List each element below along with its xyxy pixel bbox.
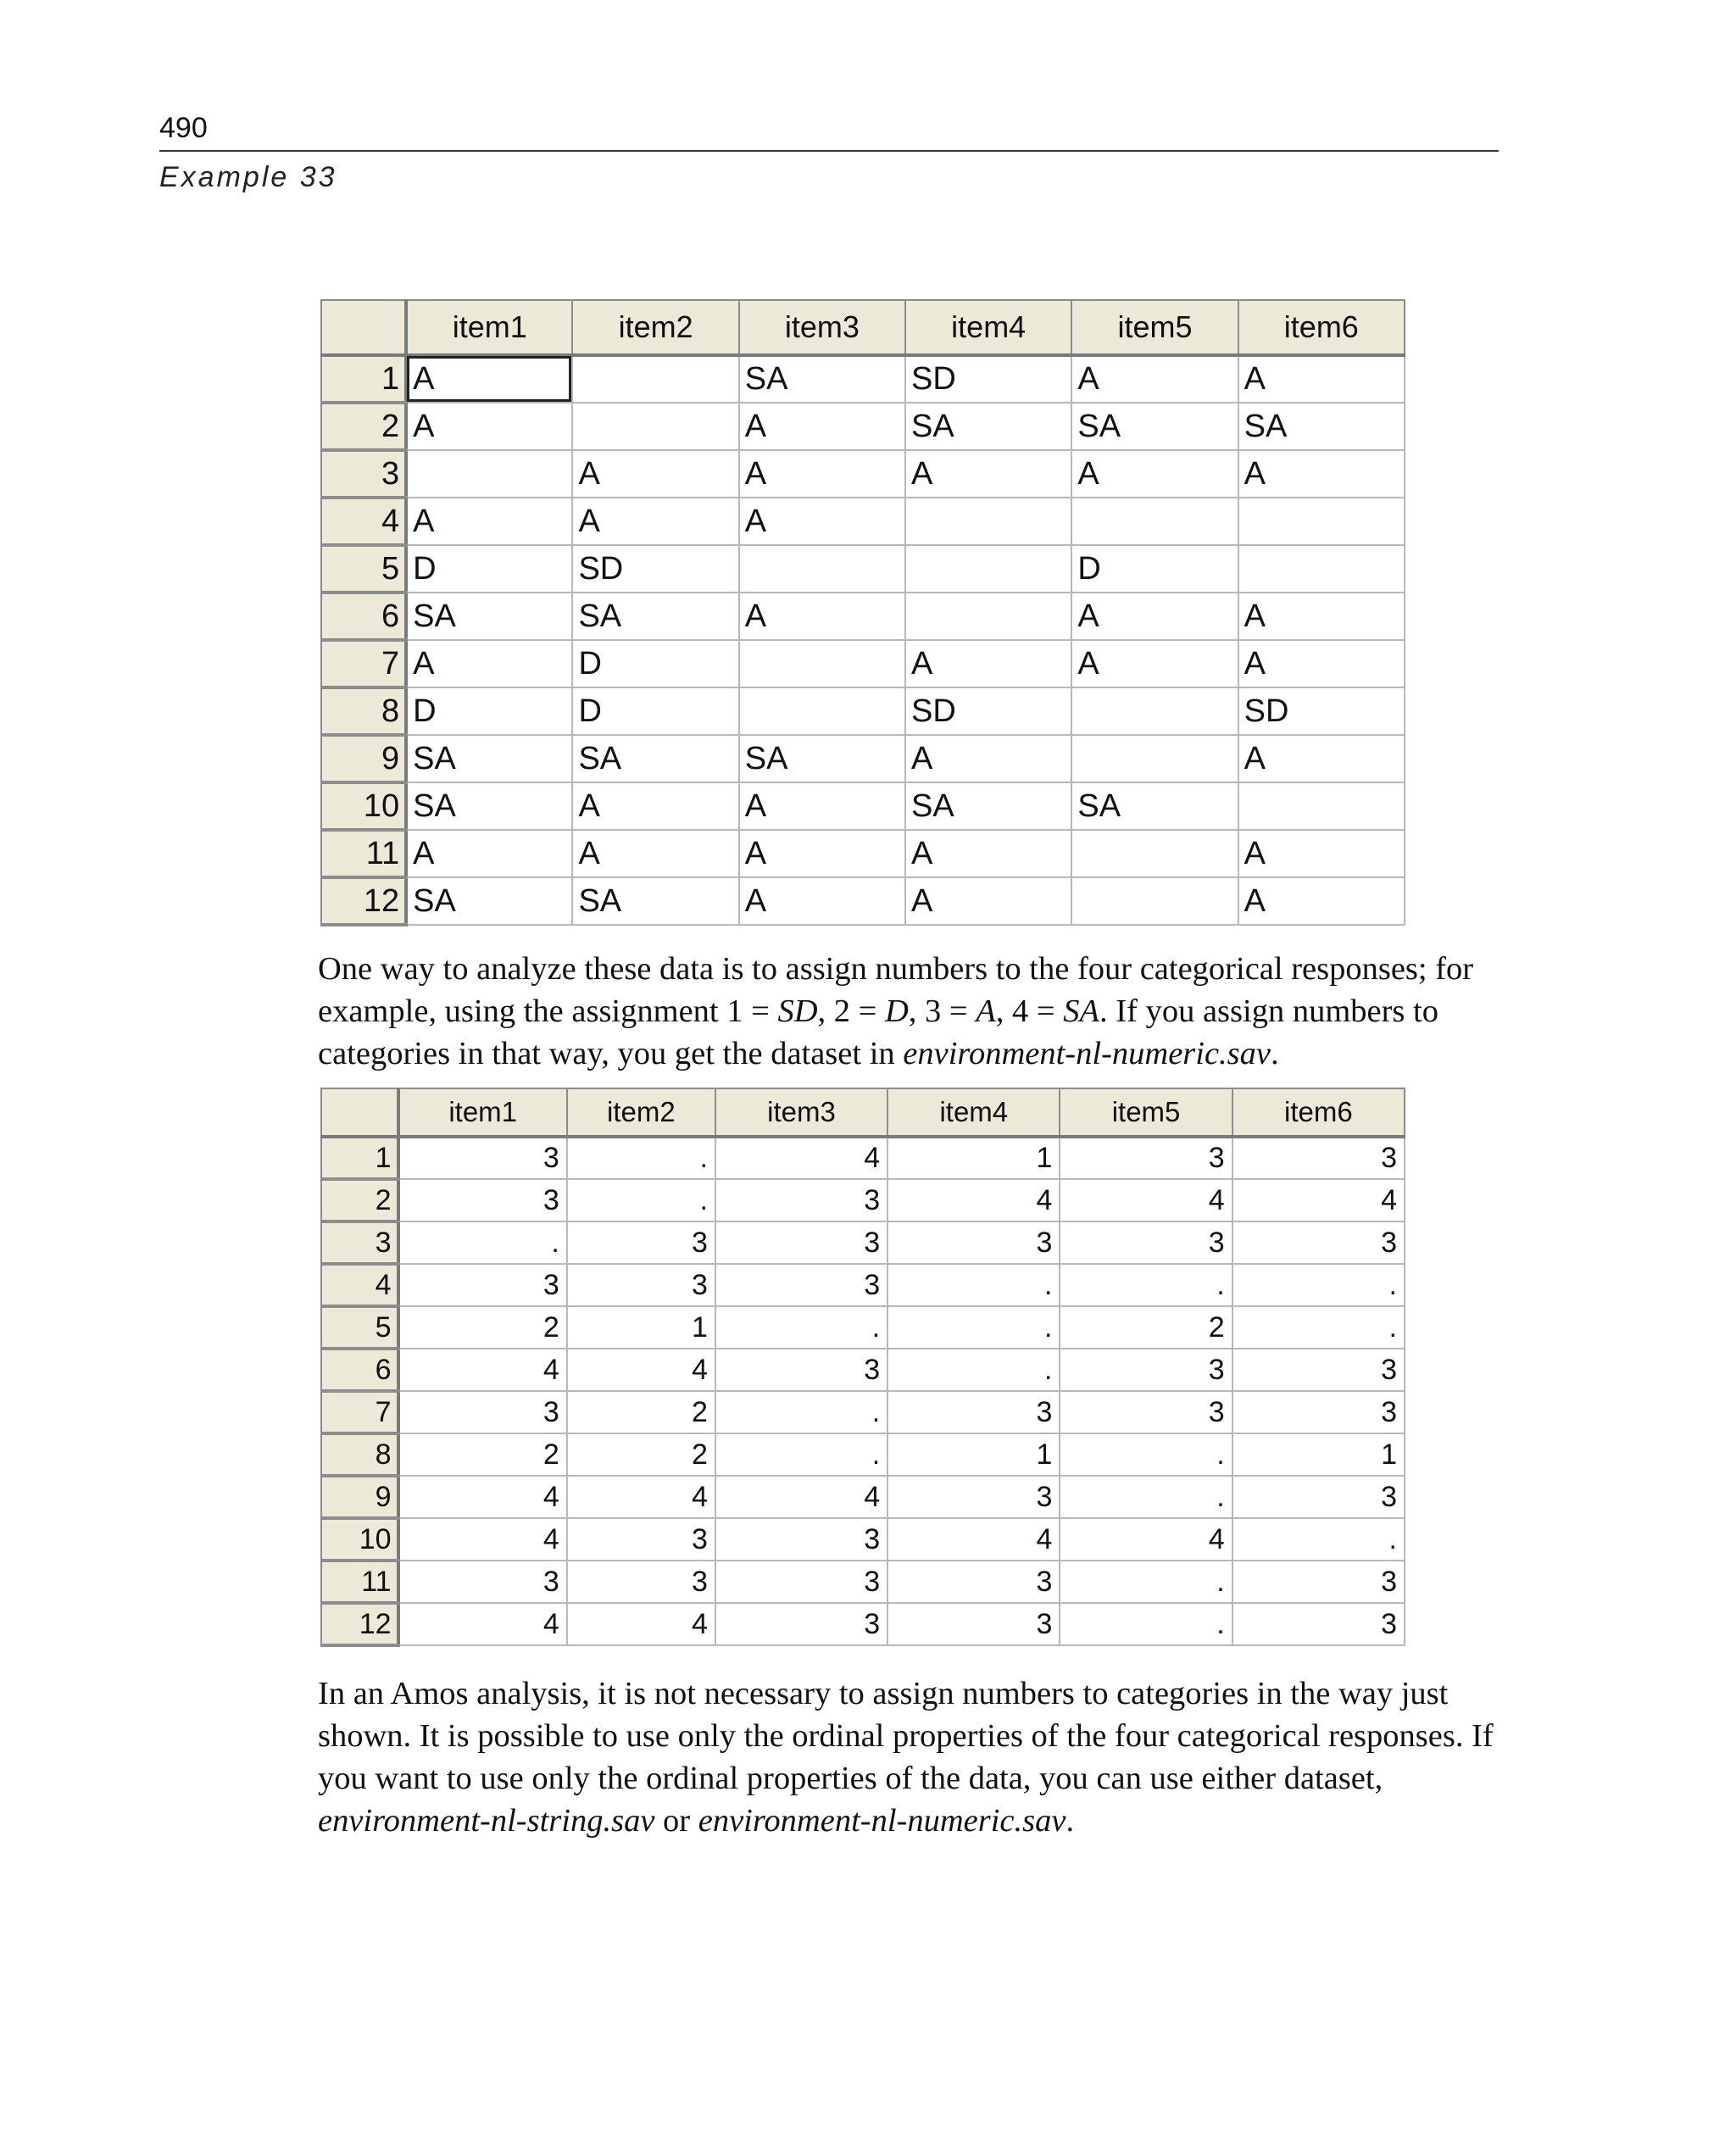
table-row [321,545,1405,593]
row-number[interactable]: 8 [321,1433,398,1476]
row-number[interactable]: 2 [321,1179,398,1221]
row-number[interactable]: 6 [321,1349,398,1391]
data-cell[interactable]: SA [406,735,572,782]
data-cell[interactable]: 4 [887,1179,1060,1221]
data-cell[interactable] [905,498,1071,545]
table-row [321,735,1405,782]
paragraph-ordinal-properties [318,1672,1505,1842]
row-number[interactable]: 12 [321,877,406,925]
data-cell[interactable]: SA [739,355,905,403]
column-header-row [321,300,1405,355]
grid-corner[interactable] [321,300,406,355]
data-cell[interactable]: . [1060,1476,1232,1518]
table-row [321,1221,1405,1264]
data-cell[interactable] [572,403,738,450]
data-cell[interactable]: 2 [1060,1306,1232,1349]
text-d: D [884,993,909,1029]
file-name: environment-nl-string.sav [318,1803,655,1839]
data-cell[interactable]: . [887,1264,1060,1306]
data-cell[interactable]: SD [1238,687,1405,735]
data-cell[interactable]: . [1060,1561,1232,1603]
data-cell[interactable]: A [739,877,905,925]
table-row [321,1518,1405,1561]
text: , 2 = [817,993,885,1029]
data-cell[interactable]: 4 [398,1518,567,1561]
data-cell[interactable] [739,640,905,687]
data-cell[interactable]: 3 [715,1179,887,1221]
table-row [321,498,1405,545]
data-cell[interactable]: 4 [398,1476,567,1518]
data-cell[interactable]: 2 [398,1306,567,1349]
row-number[interactable]: 10 [321,782,406,830]
header-rule [159,150,1499,152]
data-cell[interactable]: 4 [398,1349,567,1391]
data-cell[interactable]: 3 [715,1221,887,1264]
text: or [654,1803,698,1839]
data-cell[interactable]: 3 [1060,1221,1232,1264]
data-cell[interactable]: 4 [567,1349,715,1391]
table-row [321,782,1405,830]
row-number[interactable]: 4 [321,498,406,545]
data-cell[interactable]: . [715,1306,887,1349]
data-cell[interactable]: A [406,355,572,403]
text-sd: SD [777,993,818,1029]
data-cell[interactable] [1071,687,1238,735]
text-sa: SA [1063,993,1100,1029]
data-cell[interactable]: . [887,1349,1060,1391]
data-cell[interactable]: A [739,498,905,545]
data-cell[interactable]: 2 [398,1433,567,1476]
data-cell[interactable]: 2 [567,1391,715,1433]
column-header[interactable]: item1 [406,300,572,355]
data-cell[interactable]: . [1060,1433,1232,1476]
page-number: 490 [159,112,208,144]
data-cell[interactable]: 3 [1232,1137,1405,1179]
data-cell[interactable]: A [905,830,1071,877]
data-cell[interactable]: SA [905,403,1071,450]
data-cell[interactable]: 3 [715,1264,887,1306]
data-cell[interactable]: D [406,545,572,593]
data-cell[interactable]: . [567,1179,715,1221]
text: . [1066,1803,1075,1839]
data-cell[interactable]: D [406,687,572,735]
data-cell[interactable]: A [739,450,905,498]
data-cell[interactable] [1071,735,1238,782]
data-cell[interactable]: A [406,498,572,545]
text-a: A [976,993,996,1029]
data-cell[interactable]: 1 [1232,1433,1405,1476]
data-cell[interactable] [1238,545,1405,593]
row-number[interactable]: 10 [321,1518,398,1561]
row-number[interactable]: 7 [321,640,406,687]
data-cell[interactable]: 4 [887,1518,1060,1561]
data-cell[interactable]: 2 [567,1433,715,1476]
data-cell[interactable]: A [905,640,1071,687]
data-cell[interactable]: 3 [398,1137,567,1179]
data-cell[interactable]: . [1232,1264,1405,1306]
data-cell[interactable]: 3 [398,1391,567,1433]
table-row [321,355,1405,403]
table-row [321,593,1405,640]
text: , 3 = [908,993,976,1029]
numeric-data-grid [320,1088,1405,1647]
data-cell[interactable] [1071,498,1238,545]
row-number[interactable]: 8 [321,687,406,735]
row-number[interactable]: 11 [321,830,406,877]
column-header[interactable]: item1 [398,1088,567,1137]
data-cell[interactable]: A [1238,830,1405,877]
data-cell[interactable]: 3 [567,1264,715,1306]
data-cell[interactable]: 4 [567,1476,715,1518]
data-cell[interactable]: . [1060,1264,1232,1306]
data-cell[interactable]: 3 [887,1561,1060,1603]
row-number[interactable]: 9 [321,1476,398,1518]
table-row [321,1476,1405,1518]
data-cell[interactable]: A [572,450,738,498]
column-header[interactable]: item5 [1071,300,1238,355]
data-cell[interactable]: 3 [567,1518,715,1561]
data-cell[interactable]: SA [406,593,572,640]
data-cell[interactable]: 3 [1232,1603,1405,1645]
data-cell[interactable]: . [1060,1603,1232,1645]
data-cell[interactable]: 3 [1232,1391,1405,1433]
data-cell[interactable]: SA [1071,782,1238,830]
table-row [321,1137,1405,1179]
data-cell[interactable]: 3 [715,1349,887,1391]
data-cell[interactable]: 3 [1232,1221,1405,1264]
table-row [321,403,1405,450]
row-number[interactable]: 6 [321,593,406,640]
row-number[interactable]: 11 [321,1561,398,1603]
data-cell[interactable]: SA [1238,403,1405,450]
data-cell[interactable]: SA [572,593,738,640]
data-cell[interactable] [1238,498,1405,545]
data-cell[interactable]: A [1238,593,1405,640]
data-cell[interactable]: A [905,877,1071,925]
table-row [321,1433,1405,1476]
data-cell[interactable]: 1 [887,1137,1060,1179]
data-cell[interactable]: 4 [398,1603,567,1645]
table-row [321,1264,1405,1306]
data-cell[interactable]: 3 [398,1264,567,1306]
column-header[interactable]: item3 [739,300,905,355]
data-cell[interactable]: A [1071,355,1238,403]
row-number[interactable]: 3 [321,1221,398,1264]
data-cell[interactable] [1071,877,1238,925]
data-cell[interactable] [1238,782,1405,830]
table-row [321,640,1405,687]
row-number[interactable]: 5 [321,545,406,593]
data-cell[interactable]: . [715,1433,887,1476]
text: , 4 = [995,993,1064,1029]
data-cell[interactable]: A [905,735,1071,782]
row-number[interactable]: 5 [321,1306,398,1349]
data-cell[interactable] [905,545,1071,593]
data-cell[interactable]: 3 [1232,1561,1405,1603]
data-cell[interactable]: SA [1071,403,1238,450]
data-cell[interactable]: A [1071,640,1238,687]
file-name: environment-nl-numeric.sav [698,1803,1066,1839]
column-header[interactable]: item4 [887,1088,1060,1137]
row-number[interactable]: 1 [321,1137,398,1179]
running-head: Example 33 [159,161,337,193]
data-cell[interactable] [739,687,905,735]
table-row [321,877,1405,925]
data-cell[interactable]: 3 [887,1221,1060,1264]
column-header[interactable]: item6 [1232,1088,1405,1137]
column-header-row [321,1088,1405,1137]
table-row [321,450,1405,498]
data-cell[interactable]: 3 [715,1603,887,1645]
paragraph-numeric-assignment [318,948,1505,1075]
data-cell[interactable]: SA [572,735,738,782]
data-cell[interactable]: 3 [1232,1476,1405,1518]
data-cell[interactable]: SA [406,782,572,830]
column-header[interactable]: item6 [1238,300,1405,355]
row-number[interactable]: 3 [321,450,406,498]
data-cell[interactable]: A [1238,735,1405,782]
data-cell[interactable]: 3 [887,1391,1060,1433]
data-cell[interactable] [739,545,905,593]
column-header[interactable]: item2 [567,1088,715,1137]
data-cell[interactable]: . [567,1137,715,1179]
data-cell[interactable]: D [572,640,738,687]
column-header[interactable]: item5 [1060,1088,1232,1137]
column-header[interactable]: item4 [905,300,1071,355]
data-cell[interactable]: SA [406,877,572,925]
row-number[interactable]: 9 [321,735,406,782]
data-cell[interactable]: A [406,640,572,687]
data-cell[interactable]: A [1238,355,1405,403]
data-cell[interactable]: 3 [567,1221,715,1264]
data-cell[interactable]: 3 [887,1476,1060,1518]
data-cell[interactable]: A [739,593,905,640]
data-cell[interactable]: 3 [1060,1391,1232,1433]
grid-corner[interactable] [321,1088,398,1137]
table-row [321,1306,1405,1349]
data-cell[interactable]: A [739,830,905,877]
data-cell[interactable]: 1 [567,1306,715,1349]
data-cell[interactable]: A [572,498,738,545]
string-data-grid [320,299,1405,926]
data-cell[interactable]: . [715,1391,887,1433]
data-cell[interactable]: A [739,403,905,450]
data-cell[interactable]: 4 [1060,1179,1232,1221]
data-cell[interactable]: SD [572,545,738,593]
column-header[interactable]: item3 [715,1088,887,1137]
data-cell[interactable]: A [1071,450,1238,498]
data-cell[interactable]: 4 [1060,1518,1232,1561]
data-cell[interactable]: 3 [1232,1349,1405,1391]
data-cell[interactable]: SD [905,355,1071,403]
data-cell[interactable]: SA [739,735,905,782]
data-cell[interactable]: . [1232,1518,1405,1561]
data-cell[interactable]: 4 [715,1476,887,1518]
row-number[interactable]: 1 [321,355,406,403]
data-cell[interactable]: . [398,1221,567,1264]
data-cell[interactable]: SD [905,687,1071,735]
text: . [1271,1036,1279,1071]
data-cell[interactable]: A [1238,877,1405,925]
data-cell[interactable]: 3 [887,1603,1060,1645]
text: In an Amos analysis, it is not necessary to assign numbers to categories in the way just shown. It is possible to use only the ordinal properties of the four categorical responses. If you want to use only the ordinal properties of the data, you can use either dataset, [318,1676,1494,1796]
table-row [321,1561,1405,1603]
data-cell[interactable]: 3 [715,1561,887,1603]
row-number[interactable]: 12 [321,1603,398,1645]
data-cell[interactable]: 4 [567,1603,715,1645]
data-cell[interactable]: 1 [887,1433,1060,1476]
text: One way to analyze these data is to assign numbers to the four categorical responses; for example, using the assignment 1 = [318,951,1474,1029]
text: . If you assign numbers to categories in that way, you get the dataset in [318,993,1438,1071]
grid-body [321,355,1405,925]
table-row [321,1179,1405,1221]
data-cell[interactable]: A [1238,450,1405,498]
data-cell[interactable]: A [1238,640,1405,687]
data-cell[interactable] [1071,830,1238,877]
data-cell[interactable]: A [572,782,738,830]
data-cell[interactable]: 4 [715,1137,887,1179]
row-number[interactable]: 4 [321,1264,398,1306]
row-number[interactable]: 7 [321,1391,398,1433]
data-cell[interactable]: A [1071,593,1238,640]
column-header[interactable]: item2 [572,300,738,355]
table-row [321,1349,1405,1391]
data-cell[interactable] [905,593,1071,640]
table-row [321,1391,1405,1433]
file-name: environment-nl-numeric.sav [903,1036,1271,1071]
data-cell[interactable]: 3 [1060,1137,1232,1179]
data-cell[interactable]: 3 [1060,1349,1232,1391]
data-cell[interactable]: A [739,782,905,830]
data-cell[interactable]: A [406,830,572,877]
data-cell[interactable]: A [572,830,738,877]
table-row [321,687,1405,735]
data-cell[interactable]: 3 [398,1179,567,1221]
data-cell[interactable]: A [905,450,1071,498]
data-cell[interactable] [572,355,738,403]
data-cell[interactable]: . [1232,1306,1405,1349]
table-row [321,1603,1405,1645]
row-number[interactable]: 2 [321,403,406,450]
data-cell[interactable]: D [572,687,738,735]
data-cell[interactable]: D [1071,545,1238,593]
data-cell[interactable] [406,450,572,498]
table-row [321,830,1405,877]
data-cell[interactable]: A [406,403,572,450]
data-cell[interactable]: 3 [715,1518,887,1561]
grid-body [321,1137,1405,1645]
data-cell[interactable]: SA [905,782,1071,830]
data-cell[interactable]: 4 [1232,1179,1405,1221]
data-cell[interactable]: 3 [567,1561,715,1603]
data-cell[interactable]: . [887,1306,1060,1349]
data-cell[interactable]: SA [572,877,738,925]
data-cell[interactable]: 3 [398,1561,567,1603]
